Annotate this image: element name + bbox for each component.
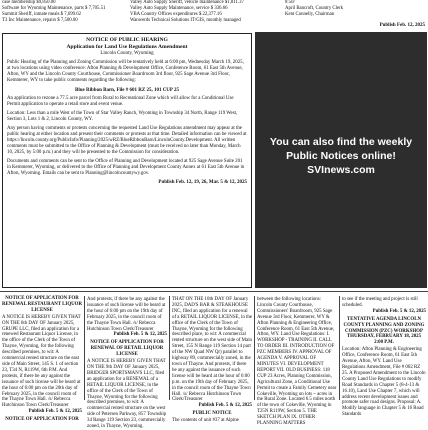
expense-amount: $ 7,705.51 xyxy=(85,6,106,11)
public-hearing-notice xyxy=(2,33,252,288)
column-heading-2: NOTICE OF APPLICATION FOR RENEWAL OF RETAIL LIQUOR LICENSE xyxy=(90,340,164,358)
column-body: And protests, if there be any against the issuance of such license will be heard at the hour of 6:00 pm on the 19th day of February 2025, in the council room of the Thayne Town Hall. /s/ Rebecca Hutchinson Town Clerk/Treasurer xyxy=(87,297,166,332)
expense-label: case membership xyxy=(2,0,36,5)
column-body: THAT ON THE 10th DAY OF January 2025, DAD'S BAR & STEAKHOUSE INC, filed an application for a renewal of a RETAIL LIQUOR LICENSE, in the office of the Clerk of the Town of Thayne, Wyoming for the following described place, to wit: A commercial rented structure on the west side of Main Street, 155 N Range 119 Section 14 part of the NW Quad NW Qr) parallel to highway 89, commercially zoned, in the town of Thayne. And protests, if there be any against the issuance of such license will be heard at the hour of 6:00 p.m. on the 19th day of February 2025, in the council room of the Thayne Town Hall. /s/ Rebecca Hutchinson Town Clerk/Treasurer xyxy=(172,297,252,403)
legal-column-5 xyxy=(342,296,426,418)
expense-amount: $ 7,500.00 xyxy=(57,18,78,23)
column-body-2: Location: Afton Planning & Engineering Office, Conference Room, 61 East 5th Avenue, Afton, WY. Land Use Regulations Amendment, File # 002 RZ 25. A Proposed Amendment to the Lincoln County Land Use Regulations to modify Road Standards in Chapter 5 (8-4-13 & 16.10), Land Use Chapter 7, which will address recent development issues and promote safer road designs. Proposal: A. Modify language in Chapter 5 & 16 Road Standards xyxy=(342,347,426,418)
top-publish-date: Publish Feb. 12, 2025 xyxy=(379,23,425,28)
expense-label: Summit Sheriff, inmate meals xyxy=(2,12,60,17)
column-body: between the following locations: Lincoln County Courthouse, Commissioners' Boardroom, 925 Sage Avenue 3rd Floor, Kemmerer, WY & Afton Planning & Engineering Office, Conference Room, 61 East 5th Avenue, Afton, WY. Land Use Regulations: I. WORKSHOP - TRAINING II. CALL TO ORDER III. INTRODUCTION OF PZC MEMBERS IV. APPROVAL OF AGENDA V. APPROVAL OF MINUTES VI. DEVELOPMENT REPORT VII. OLD BUSINESS: 118 CUP 23 Acres, Planning Commission, Agricultural Zone, a Conditional Use Permit to create a Family Cemetery near Cokeville, Wyoming on lots ~ acres in the Rural Zone. Located 6.5 miles north of the town of Cokeville, Wyoming in T25N R119W, Section 5. THE SKETCH PLAN IX. OTHER PLANNING MATTERS xyxy=(257,297,337,427)
clerk-signature: April Bancroft, Country Clerk xyxy=(285,6,344,11)
column-body: to see if the meeting and project is still scheduled. xyxy=(342,297,418,308)
column-divider xyxy=(339,296,340,400)
column-heading-2: TENTATIVE AGENDA LINCOLN COUNTY PLANNING AND ZONING COMMISSION (PZC) WORKSHOP THURSDAY, FEBRUARY 18, 2025 2:00 P.M. xyxy=(343,316,425,346)
notice-paragraph: Public Hearing of the Planning and Zoning Commission will be tentatively held at 6:00 pm, Wednesday March 19, 2025, at two locations using video conference: Afton Planning & Development Office, Conference Room, 61 East 5th Avenue, Afton, WY and the Lincoln County Courthouse, Commissioner Boardroom 3rd floor, 925 Sage Avenue 3rd Floor, Kemmerer, WY to take public comments regarding the following: xyxy=(7,60,244,83)
promo-website-link[interactable]: SVInews.com xyxy=(307,164,375,176)
column-divider xyxy=(84,296,85,400)
notice-title: NOTICE OF PUBLIC HEARING xyxy=(86,37,168,43)
online-notices-promo xyxy=(255,32,427,288)
column-heading: NOTICE OF APPLICATION FOR RENEWAL RESTAURANT LIQUOR LICENSE xyxy=(2,296,82,313)
signature-line: 8:50/ xyxy=(285,0,295,5)
expense-amount: $ 22,377.16 xyxy=(198,12,222,17)
notice-paragraph: Documents and comments can be sent to the Office of Planning and Development located at 925 Sage Avenue Suite 201 in Kemmerer, Wyoming, or delivered to the Office of Planning and Development County Annex at 61 East 5th Avenue in Afton, Wyoming. Emails can be sent to Planning@lincolncountywy.gov. xyxy=(7,159,245,176)
expense-label: Valley Auto Supply Maintenance, service xyxy=(130,6,210,11)
legal-column-3 xyxy=(172,296,252,424)
notice-county: Lincoln County, Wyoming xyxy=(100,51,154,56)
column-publish-date: Publish Feb. 5 & 12, 2025 xyxy=(372,308,426,314)
notice-paragraph: Any person having comments or protests concerning the requested Land Use Regulations amendment may appear at the public hearing at either location and present their comments or protests at that time. Detailed information can be viewed at https://lincoln.county.org/PublicInfo/Planning/2025/wRZ/BlueRibbonBarn/LincolnCounty.Development. All written comments must be submitted to the Office of Planning & Development (must be received no later than Monday, March 10, 2025, by 5:00 p.m.) and they will be presented to the Commission for consideration. xyxy=(7,126,247,155)
legal-column-4 xyxy=(257,296,337,427)
expense-row xyxy=(2,18,122,24)
column-publish-date: Publish Feb. 5 & 12, 2025 xyxy=(28,409,82,415)
column-body-2: The contents of unit #37 at Alpine xyxy=(172,418,239,424)
top-expenditure-list-2 xyxy=(130,0,270,24)
section-divider xyxy=(0,291,428,292)
notice-publish-date: Publish Feb. 12, 19, 26, Mar. 5 & 12, 2025 xyxy=(158,180,247,185)
notice-paragraph: An application to rezone a 77.5 acre parcel from Rural to Recreational Zone which will allow for a Conditional Use Permit application to operate a retail store and event venue. xyxy=(7,96,234,107)
column-body: A NOTICE IS HEREBY GIVEN THAT ON THE 6th DAY OF January 2025, GRUPE LLC, filed an application for a renewed Restaurant Liquor License, in the office of the Clerk of the Town of Thayne, Wyoming, for the following described premises, to wit: A commercial rented structure on the east side of Main Street, 145 S. 1 of section 23, T34 N, R119W, 6th P.M. And protests, if there be any against the issuance of such license will be heard at the hour of 6:00 pm on the 20th day of February 2025, in the council room of the Thayne Town Hall. /s/ Rebecca Hutchinson Town Clerk/Treasurer xyxy=(2,314,81,409)
expense-label: Software for Wyoming Maintenance, parts xyxy=(2,6,84,11)
expense-amount: $1,811.37 xyxy=(224,0,244,5)
expense-amount: $ 7,699.62 xyxy=(60,12,82,17)
expense-label: Valley Auto Supply Sheriff, vehicle maintenance xyxy=(130,0,224,5)
top-signatures xyxy=(285,0,425,24)
promo-line-2: Public Notices online! xyxy=(286,150,396,162)
expense-label: Wanwerds Technical Solutions IT/GIS, monthly managed xyxy=(130,18,241,23)
expense-label: VBA Country Offices expenditures xyxy=(130,12,198,17)
legal-column-1 xyxy=(2,296,82,423)
column-heading-2: PUBLIC NOTICE xyxy=(192,411,232,417)
column-heading-2: NOTICE OF APPLICATION FOR xyxy=(5,417,79,423)
column-divider xyxy=(169,296,170,400)
column-divider xyxy=(254,296,255,400)
expense-amount: $9,850.00 xyxy=(36,0,56,5)
promo-line-1: You can also find the weekly xyxy=(269,136,413,148)
top-expenditure-list-1 xyxy=(2,0,122,24)
legal-column-2 xyxy=(87,296,167,430)
notice-case-title: Blue Ribbon Barn, File # 601 RZ 25, 101 CUP 25 xyxy=(75,88,179,93)
expense-row xyxy=(130,18,270,24)
notice-subtitle: Application for Land Use Regulations Amendment xyxy=(66,44,188,50)
notice-paragraph: Location: Less than a mile West of the Town of Star Valley Ranch, Wyoming in Township 34 North, Range 119 West, Section 3, Lots 1 & 2, Lincoln County, WY. xyxy=(7,111,238,122)
expense-label: T3 Inc Maintenance, repairs xyxy=(2,18,57,23)
chairman-signature: Kent Connelly, Chairman xyxy=(285,12,335,17)
column-publish-date: Publish Feb. 5 & 12, 2025 xyxy=(198,403,252,409)
column-publish-date: Publish Feb. 5 & 12, 2025 xyxy=(113,332,167,338)
expense-amount: $ 336.66 xyxy=(210,6,228,11)
column-body-2: A NOTICE IS HEREBY GIVEN THAT ON THE 9th DAY OF January 2025, BRIDGER SPORTSMAN'S LLC, filed an application for a RENEWAL of a RETAIL LIQUOR LICENSE, in the office of the Clerk of the Town of Thayne, Wyoming for the following described premises, to wit: A commercial rented structure on the west side of Petersen Parkway, 857 Township 34 Range 119 Section 23, commercially zoned, in Thayne, Wyoming. xyxy=(87,359,167,430)
